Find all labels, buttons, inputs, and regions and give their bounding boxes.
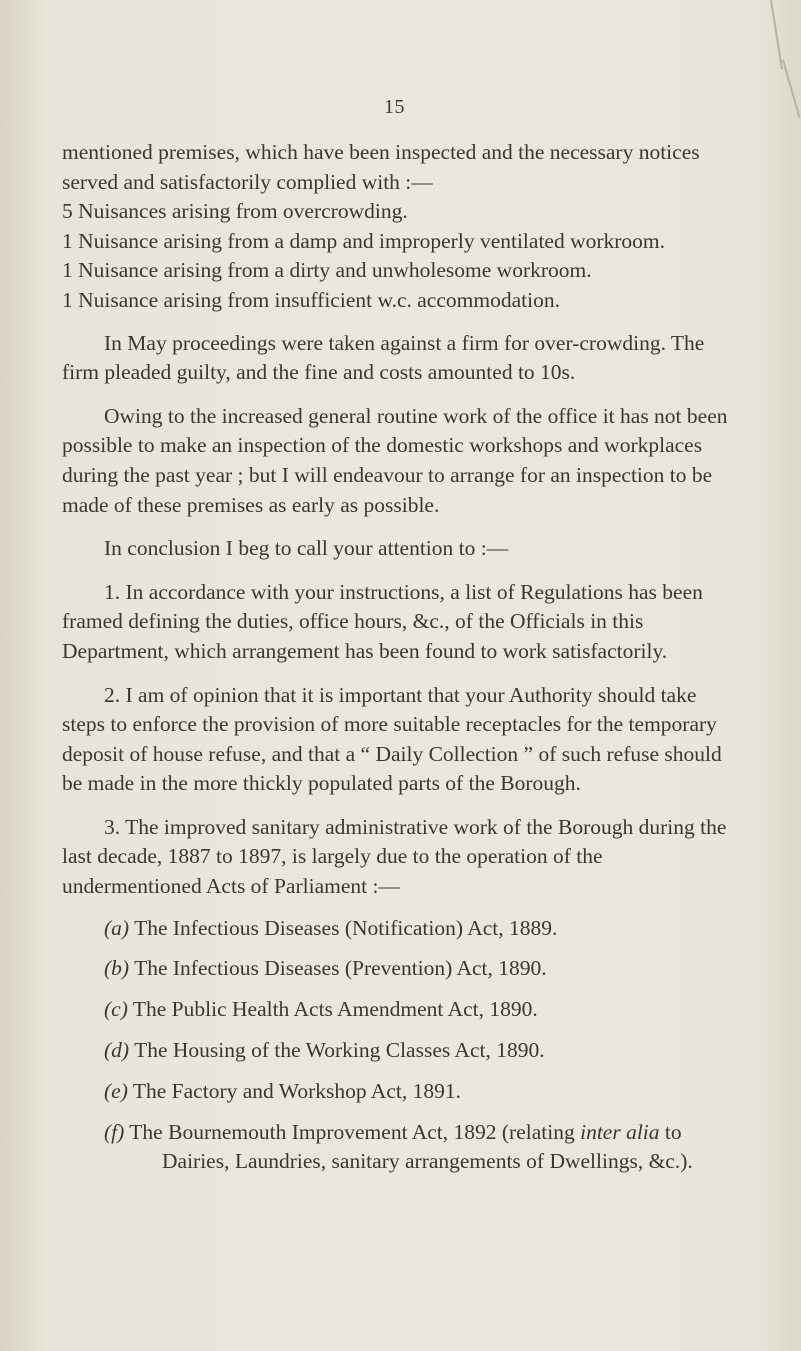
nuisance-item: 5 Nuisances arising from overcrowding. (62, 199, 408, 224)
act-item (62, 954, 738, 984)
page-number: 15 (384, 96, 405, 118)
act-text-rest: to Dairies, Laundries, sanitary arrangements of Dwellings, &c.). (162, 1119, 693, 1174)
act-italic-text: inter alia (580, 1119, 660, 1144)
act-item (62, 1036, 738, 1066)
item-1-paragraph: 1. In accordance with your instructions, a list of Regulations has been framed defining the duties, office hours, &c., of the Officials in this Department, which arrangement has been found to work satisfactorily. (62, 579, 703, 663)
act-text: The Bournemouth Improvement Act, 1892 (relating (129, 1119, 575, 1144)
document-body (62, 138, 738, 1188)
act-text: The Infectious Diseases (Notification) Act, 1889. (134, 915, 558, 940)
act-text: The Housing of the Working Classes Act, 1890. (134, 1038, 545, 1062)
conclusion-paragraph: In conclusion I beg to call your attention to :— (104, 536, 509, 561)
owing-paragraph: Owing to the increased general routine work of the office it has not been possible to make an inspection of the domestic workshops and workplaces during the past year ; but I will endeavour to arrange for an inspection to be made of these premises as early as possible. (62, 403, 728, 517)
item-2-paragraph: 2. I am of opinion that it is important that your Authority should take steps to enforce the provision of more suitable receptacles for the temporary deposit of house refuse, and that a “ Daily Collection ” of such refuse should be made in the more thickly populated parts of the Borough. (62, 682, 722, 796)
page-edge-mark (782, 59, 800, 117)
act-text: The Factory and Workshop Act, 1891. (132, 1078, 461, 1103)
act-letter: (e) (104, 1078, 128, 1103)
nuisance-item: 1 Nuisance arising from a dirty and unwholesome workroom. (62, 258, 592, 283)
item-3-paragraph: 3. The improved sanitary administrative work of the Borough during the last decade, 1887 to 1897, is largely due to the operation of the undermentioned Acts of Parliament :— (62, 814, 727, 899)
act-letter: (b) (104, 956, 130, 981)
act-text: The Public Health Acts Amendment Act, 1890. (132, 997, 538, 1022)
act-letter: (c) (104, 997, 128, 1022)
act-item (62, 1077, 738, 1107)
opening-paragraph: mentioned premises, which have been inspected and the necessary notices served and satisfactorily complied with :— (62, 140, 700, 194)
may-paragraph: In May proceedings were taken against a firm for over-crowding. The firm pleaded guilty, and the fine and costs amounted to 10s. (62, 330, 705, 385)
act-item (62, 914, 738, 944)
act-letter: (a) (104, 915, 130, 940)
acts-list (62, 914, 738, 1177)
act-item (62, 1118, 738, 1177)
page-edge-mark (770, 0, 783, 69)
act-text: The Infectious Diseases (Prevention) Act, 1890. (134, 956, 547, 981)
act-letter: (d) (104, 1038, 130, 1062)
nuisance-item: 1 Nuisance arising from a damp and improperly ventilated workroom. (62, 228, 666, 253)
act-letter: (f) (104, 1119, 125, 1144)
act-item (62, 995, 738, 1025)
nuisance-item: 1 Nuisance arising from insufficient w.c. accommodation. (62, 287, 560, 312)
